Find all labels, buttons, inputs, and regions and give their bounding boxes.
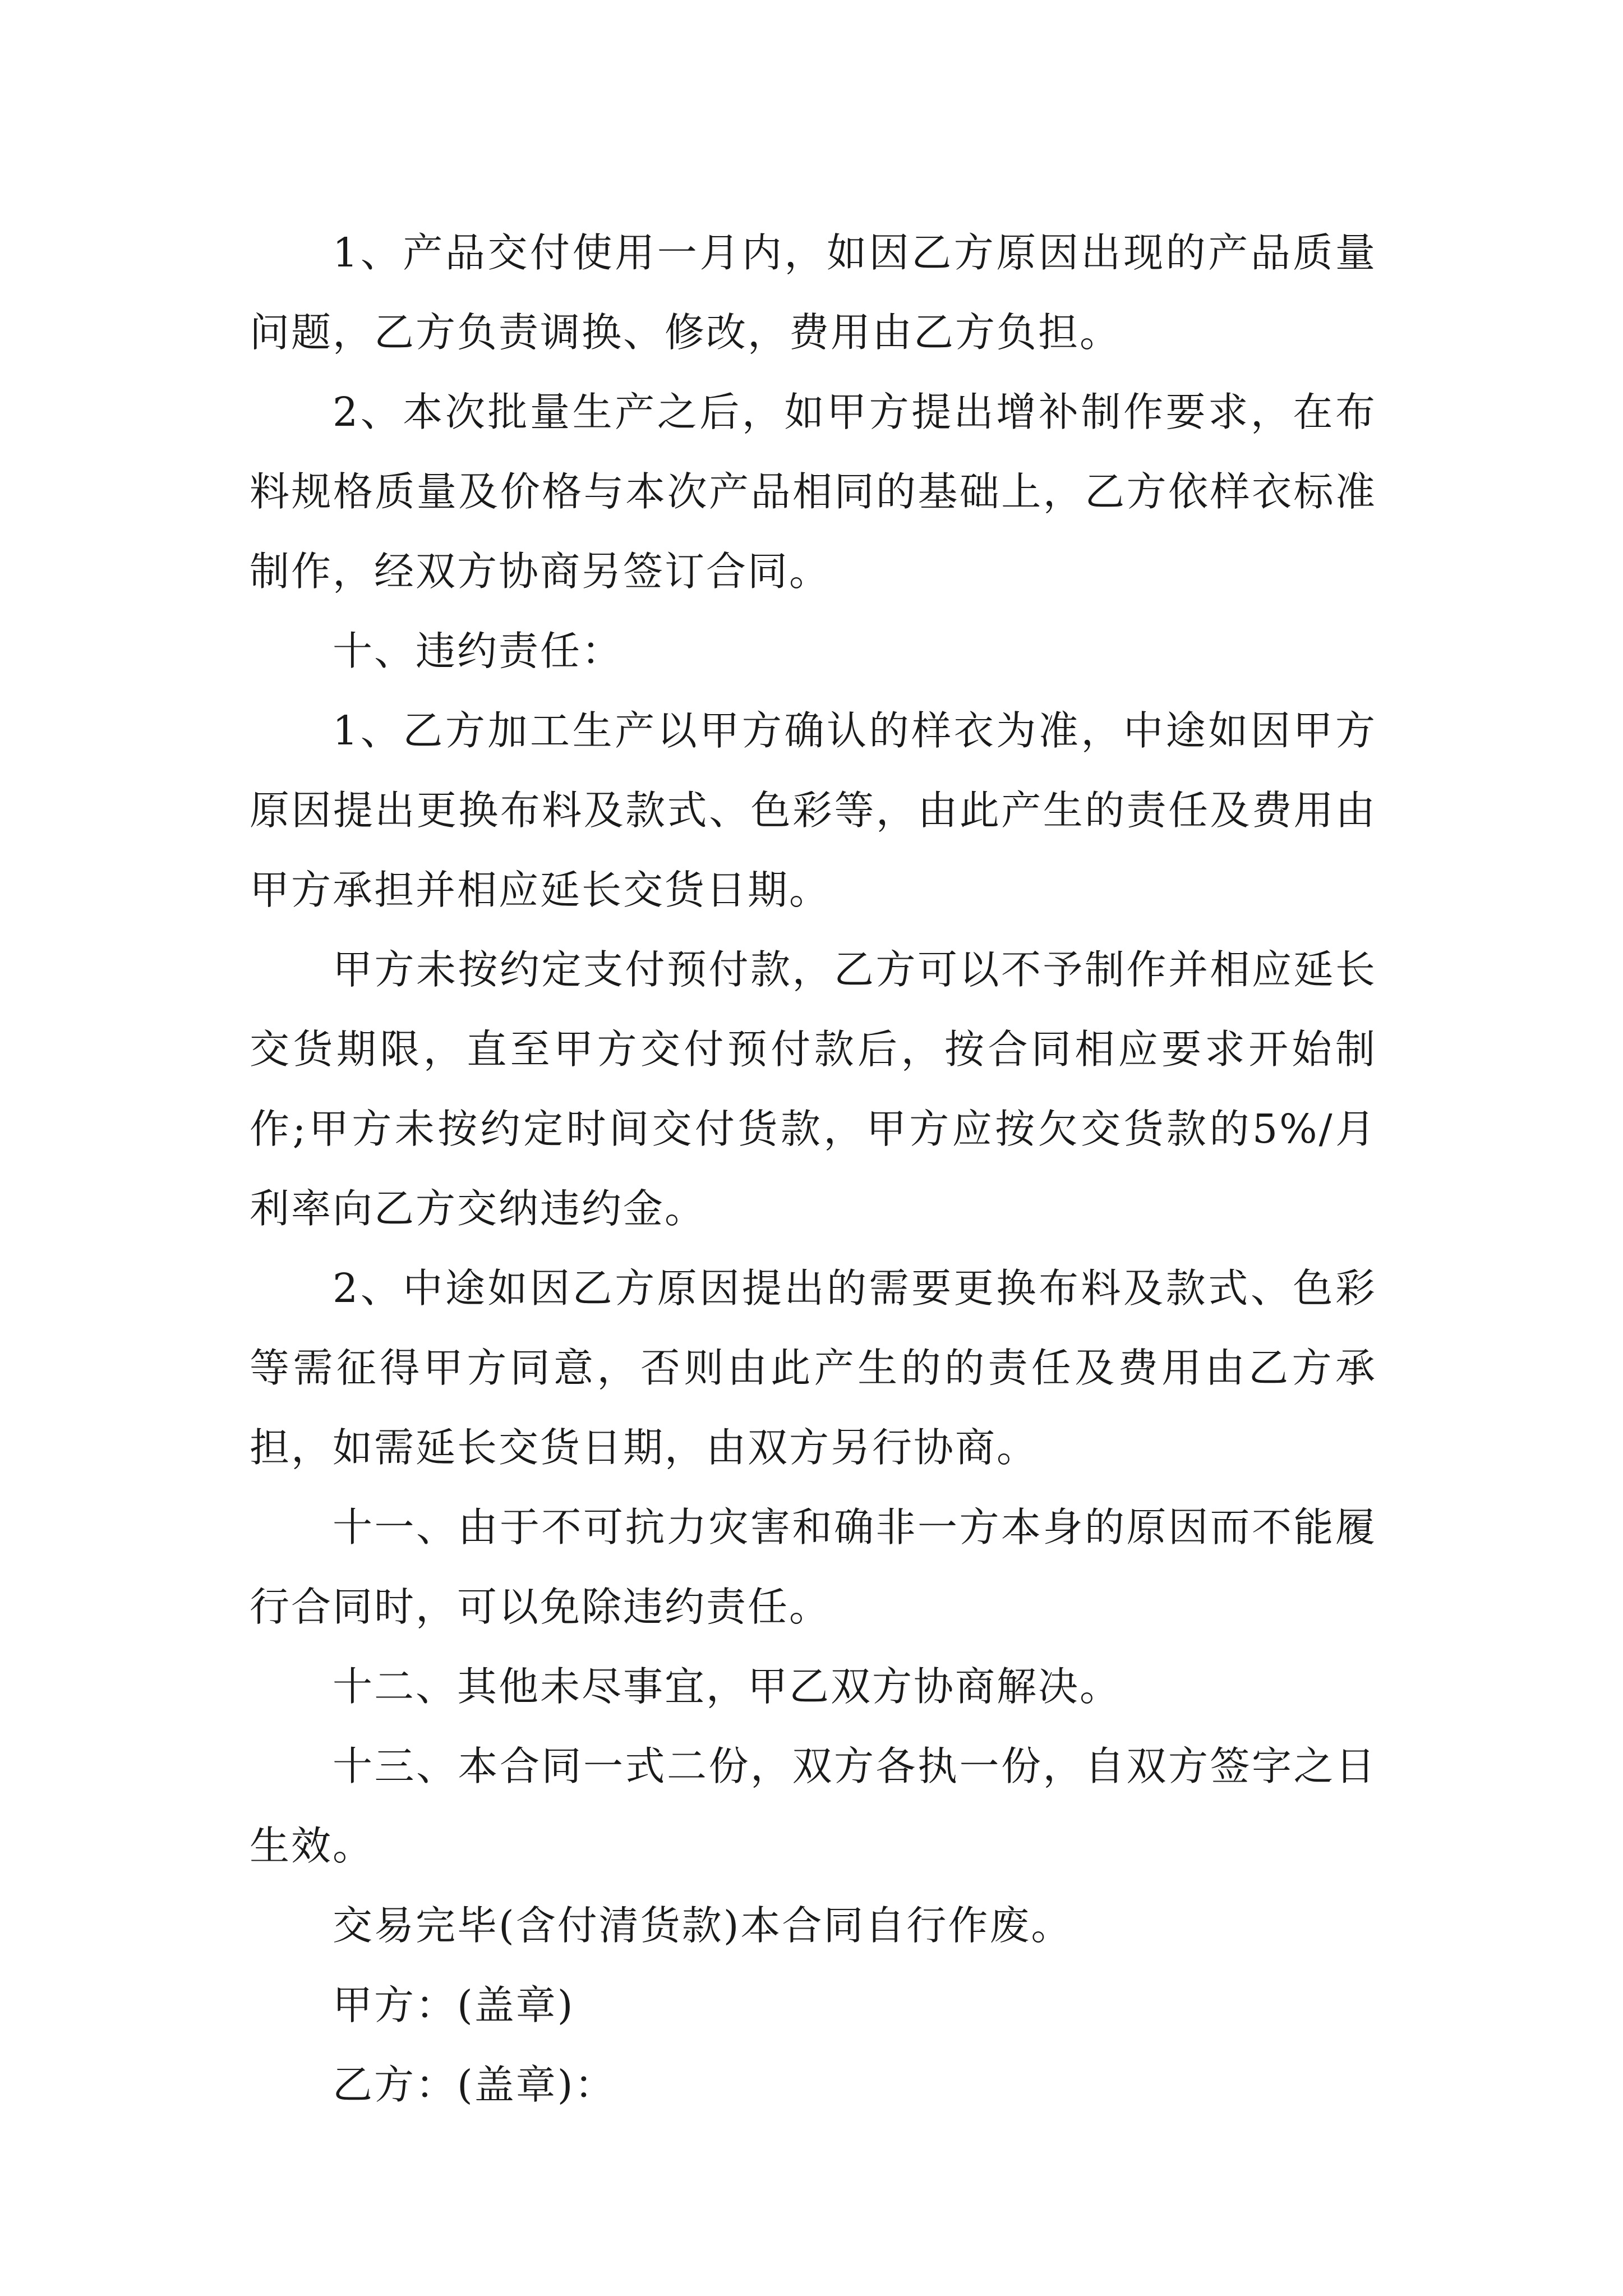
paragraph-party-a-changes: 1、乙方加工生产以甲方确认的样衣为准，中途如因甲方原因提出更换布料及款式、色彩等，由此产生的责任及费用由甲方承担并相应延长交货日期。 bbox=[250, 707, 1377, 913]
paragraph-force-majeure: 十一、由于不可抗力灾害和确非一方本身的原因而不能履行合同时，可以免除违约责任。 bbox=[250, 1504, 1377, 1630]
paragraph-payment-default: 甲方未按约定支付预付款，乙方可以不予制作并相应延长交货期限，直至甲方交付预付款后，按合同相应要求开始制作;甲方未按约定时间交付货款，甲方应按欠交货款的5%/月利率向乙方交纳违约金。 bbox=[250, 946, 1377, 1232]
paragraph-termination: 交易完毕(含付清货款)本合同自行作废。 bbox=[333, 1902, 1073, 1949]
section-heading-liability: 十、违约责任： bbox=[333, 628, 624, 674]
paragraph-other-matters: 十二、其他未尽事宜，甲乙双方协商解决。 bbox=[333, 1663, 1122, 1710]
signature-party-a: 甲方：(盖章) bbox=[333, 1982, 575, 2028]
document-body bbox=[250, 213, 1377, 2125]
paragraph-additional-production: 2、本次批量生产之后，如甲方提出增补制作要求，在布料规格质量及价格与本次产品相同的基础上，乙方依样衣标准制作，经双方协商另签订合同。 bbox=[250, 389, 1377, 595]
paragraph-copies-effect: 十三、本合同一式二份，双方各执一份，自双方签字之日生效。 bbox=[250, 1743, 1377, 1869]
paragraph-party-b-changes: 2、中途如因乙方原因提出的需要更换布料及款式、色彩等需征得甲方同意，否则由此产生的的责任及费用由乙方承担，如需延长交货日期，由双方另行协商。 bbox=[250, 1265, 1377, 1471]
signature-party-b: 乙方：(盖章)： bbox=[333, 2062, 616, 2108]
paragraph-warranty: 1、产品交付使用一月内，如因乙方原因出现的产品质量问题，乙方负责调换、修改，费用由乙方负担。 bbox=[250, 229, 1377, 356]
